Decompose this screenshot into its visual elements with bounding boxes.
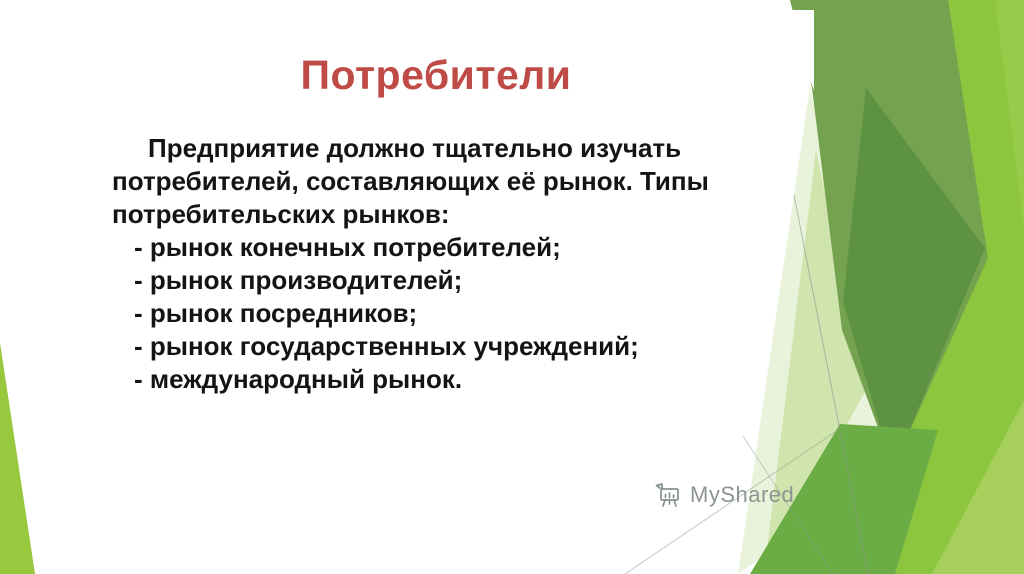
list-item: - рынок посредников;: [134, 298, 418, 328]
list-item: - рынок государственных учреждений;: [134, 331, 639, 361]
paragraph-line: потребителей, составляющих её рынок. Типы: [112, 166, 709, 196]
watermark-label[interactable]: MyShared: [690, 482, 795, 507]
paragraph-line: потребительских рынков:: [112, 199, 450, 229]
list-item: - рынок производителей;: [134, 265, 463, 295]
myshared-watermark[interactable]: [654, 480, 794, 510]
paragraph-line: Предприятие должно тщательно изучать: [148, 133, 682, 163]
slide-body: [112, 132, 792, 396]
list-item: - рынок конечных потребителей;: [134, 232, 561, 262]
easel-chart-icon: [654, 480, 684, 510]
slide-title: Потребители: [300, 52, 572, 98]
list-item: - международный рынок.: [134, 364, 463, 394]
